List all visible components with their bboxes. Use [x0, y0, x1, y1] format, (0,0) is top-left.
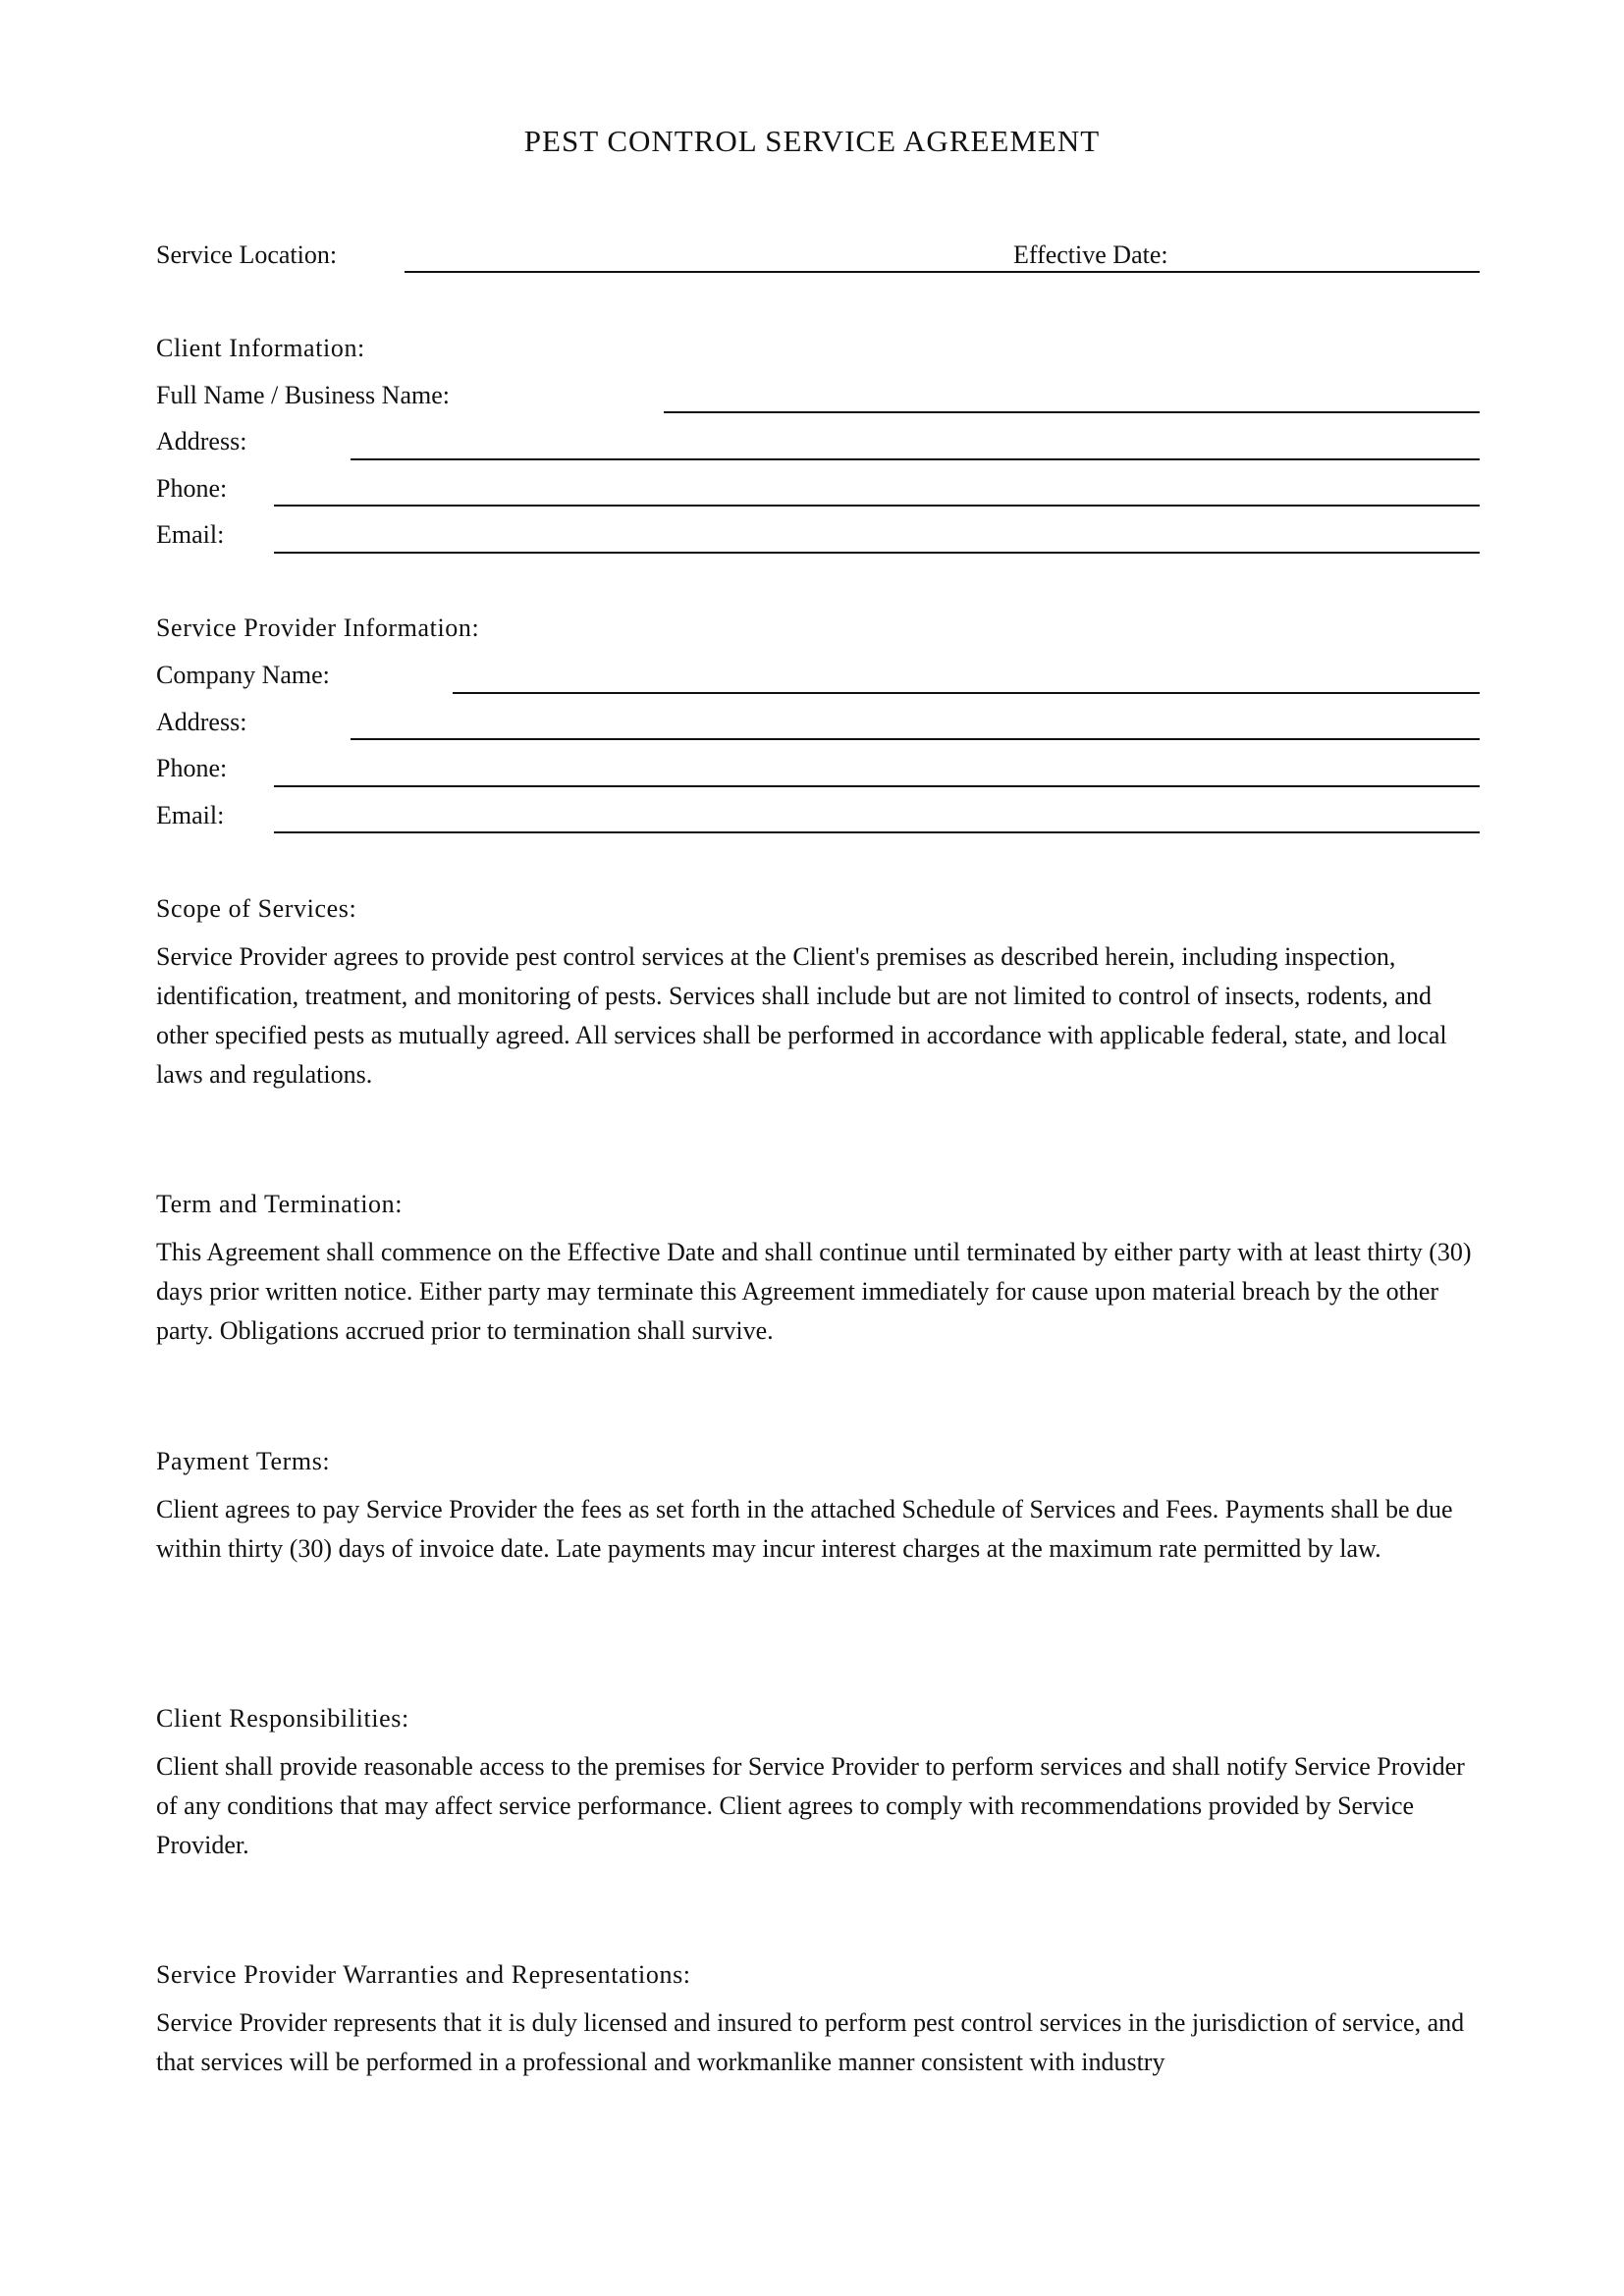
- service-location-label: Service Location:: [156, 240, 338, 269]
- client-address-field[interactable]: [351, 458, 1480, 460]
- section-body-client-responsibilities: Client shall provide reasonable access to the premises for Service Provider to perform services and shall notify Service Provider of any conditions that may affect service performance. Client agrees to comply with recommendations provided by Service Provider.: [156, 1752, 1465, 1859]
- section-heading-term: Term and Termination:: [156, 1190, 404, 1218]
- provider-company-name-field[interactable]: [453, 692, 1480, 694]
- provider-address-label: Address:: [156, 708, 247, 736]
- document-title: PEST CONTROL SERVICE AGREEMENT: [523, 124, 1101, 158]
- section-heading-payment: Payment Terms:: [156, 1447, 331, 1475]
- provider-info-heading: Service Provider Information:: [156, 614, 480, 642]
- client-full-name-label: Full Name / Business Name:: [156, 381, 450, 409]
- provider-email-label: Email:: [156, 801, 225, 829]
- section-heading-scope: Scope of Services:: [156, 894, 357, 923]
- provider-phone-label: Phone:: [156, 754, 228, 782]
- section-body-warranties: Service Provider represents that it is duly licensed and insured to perform pest control services in the jurisdiction of service, and that services will be performed in a professional and workmanlike manner consistent with industry: [156, 2008, 1465, 2076]
- client-phone-label: Phone:: [156, 474, 228, 503]
- client-info-heading: Client Information:: [156, 334, 365, 362]
- provider-email-field[interactable]: [274, 831, 1480, 833]
- section-heading-client-responsibilities: Client Responsibilities:: [156, 1704, 409, 1733]
- section-body-scope: Service Provider agrees to provide pest control services at the Client's premises as described herein, including inspection, identification, treatment, and monitoring of pests. Services shall include but are not limited to control of insects, rodents, and other specified pests as mutually agreed. All services shall be performed in accordance with applicable federal, state, and local laws and regulations.: [156, 942, 1447, 1089]
- provider-company-name-label: Company Name:: [156, 661, 330, 689]
- effective-date-label: Effective Date:: [1013, 240, 1168, 269]
- client-full-name-field[interactable]: [664, 411, 1480, 413]
- provider-phone-field[interactable]: [274, 785, 1480, 787]
- service-location-field[interactable]: [405, 271, 1480, 273]
- section-heading-warranties: Service Provider Warranties and Representations:: [156, 1960, 691, 1989]
- section-body-term: This Agreement shall commence on the Effective Date and shall continue until terminated by either party with at least thirty (30) days prior written notice. Either party may terminate this Agreement immediately for cause upon material breach by the other party. Obligations accrued prior to termination shall survive.: [156, 1238, 1472, 1345]
- client-email-field[interactable]: [274, 552, 1480, 554]
- provider-address-field[interactable]: [351, 738, 1480, 740]
- section-body-payment: Client agrees to pay Service Provider the fees as set forth in the attached Schedule of Services and Fees. Payments shall be due within thirty (30) days of invoice date. Late payments may incur interest charges at the maximum rate permitted by law.: [156, 1495, 1453, 1563]
- client-address-label: Address:: [156, 427, 247, 455]
- client-email-label: Email:: [156, 520, 225, 549]
- client-phone-field[interactable]: [274, 505, 1480, 507]
